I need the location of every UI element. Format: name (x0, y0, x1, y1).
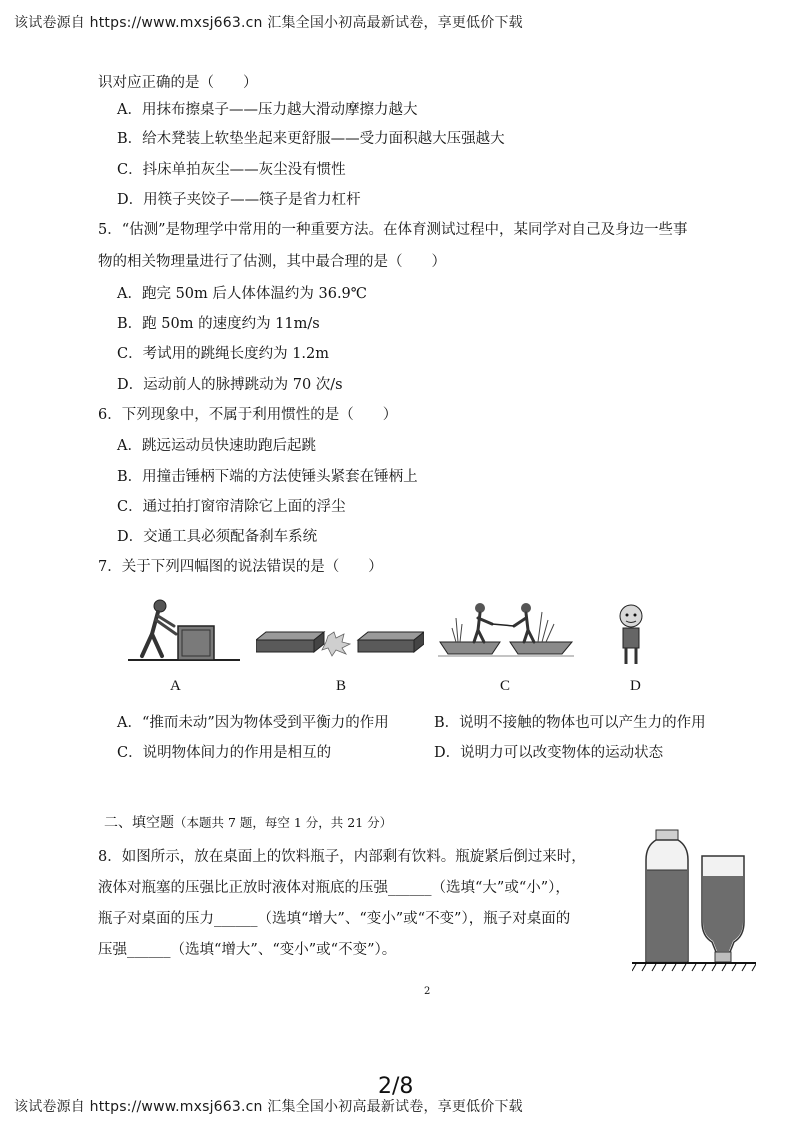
q8-line4: 压强______（选填“增大”、“变小”或“不变”）。 (98, 942, 397, 958)
figure-b-magnets (256, 628, 424, 658)
q4-stem: 识对应正确的是（ ） (98, 75, 258, 91)
q7-option-d: D．说明力可以改变物体的运动状态 (434, 745, 664, 761)
q5-stem-line1: 5．“估测”是物理学中常用的一种重要方法。在体育测试过程中，某同学对自己及身边一些事 (98, 222, 688, 238)
q6-stem: 6．下列现象中，不属于利用惯性的是（ ） (98, 407, 398, 423)
header-banner: 该试卷源自 https://www.mxsj663.cn 汇集全国小初高最新试卷，享更低价下载 (14, 15, 523, 31)
q6-option-b: B．用撞击锤柄下端的方法使锤头紧套在锤柄上 (117, 469, 418, 485)
section-note: （本题共 7 题，每空 1 分，共 21 分） (174, 815, 393, 830)
q8-line1: 8．如图所示，放在桌面上的饮料瓶子，内部剩有饮料。瓶旋紧后倒过来时， (98, 849, 586, 865)
q5-stem-line2: 物的相关物理量进行了估测，其中最合理的是（ ） (98, 254, 446, 270)
section-title (104, 813, 392, 833)
q5-option-d: D．运动前人的脉搏跳动为 70 次/s (117, 377, 343, 393)
q5-option-a: A．跑完 50m 后人体体温约为 36.9℃ (117, 286, 368, 302)
figure-q8-bottles (632, 826, 756, 972)
q4-option-b: B．给木凳装上软垫坐起来更舒服——受力面积越大压强越大 (117, 131, 505, 147)
figure-d-child (614, 602, 648, 668)
q5-option-b: B．跑 50m 的速度约为 11m/s (117, 316, 320, 332)
q7-option-b: B．说明不接触的物体也可以产生力的作用 (434, 715, 706, 731)
figure-c-boats (438, 598, 574, 660)
figure-label-d: D (630, 678, 641, 694)
q7-stem: 7．关于下列四幅图的说法错误的是（ ） (98, 559, 383, 575)
q4-option-c: C．抖床单拍灰尘——灰尘没有惯性 (117, 162, 346, 178)
q6-option-d: D．交通工具必须配备刹车系统 (117, 529, 318, 545)
q8-line3: 瓶子对桌面的压力______（选填“增大”、“变小”或“不变”），瓶子对桌面的 (98, 911, 571, 927)
q7-option-c: C．说明物体间力的作用是相互的 (117, 745, 332, 761)
q6-option-c: C．通过拍打窗帘清除它上面的浮尘 (117, 499, 346, 515)
q5-option-c: C．考试用的跳绳长度约为 1.2m (117, 346, 330, 362)
q8-line2: 液体对瓶塞的压强比正放时液体对瓶底的压强______（选填“大”或“小”）， (98, 880, 570, 896)
figure-label-a: A (170, 678, 181, 694)
figure-label-b: B (336, 678, 347, 694)
section-title-text: 二、填空题 (104, 815, 174, 831)
q7-option-a: A．“推而未动”因为物体受到平衡力的作用 (117, 715, 389, 731)
figure-a-push-box (128, 596, 240, 666)
q4-option-a: A．用抹布擦桌子——压力越大滑动摩擦力越大 (117, 102, 418, 118)
page-number: 2 (424, 986, 431, 997)
figure-label-c: C (500, 678, 511, 694)
page-count: 2/8 (378, 1074, 414, 1099)
q6-option-a: A．跳远运动员快速助跑后起跳 (117, 438, 316, 454)
q4-option-d: D．用筷子夹饺子——筷子是省力杠杆 (117, 192, 361, 208)
footer-banner: 该试卷源自 https://www.mxsj663.cn 汇集全国小初高最新试卷，享更低价下载 (14, 1099, 523, 1115)
